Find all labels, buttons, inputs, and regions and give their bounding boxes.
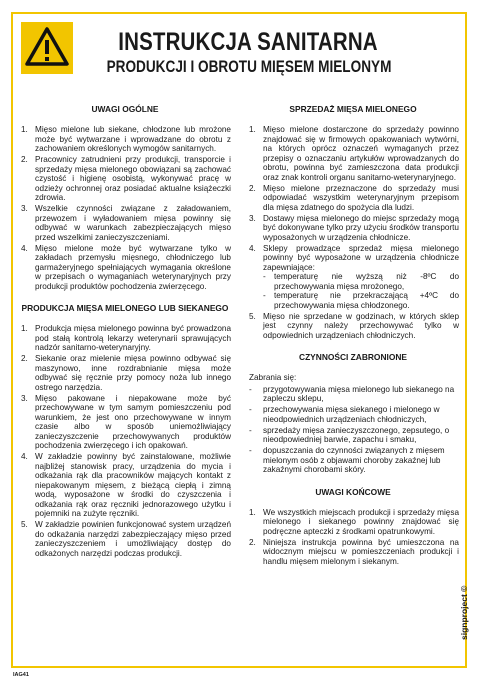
item-number: 2. (21, 354, 28, 363)
item-text: Niniejsza instrukcja powinna być umieszczona na widocznym miejscu w pomieszczeniach produkcji i handlu mięsem mielonym i siekanym. (263, 537, 459, 566)
temperature-list (263, 272, 459, 310)
dash-marker: - (249, 405, 252, 414)
warning-triangle-icon (25, 27, 69, 67)
dash-marker: - (249, 425, 252, 435)
sales-item (247, 312, 459, 341)
sales-item (247, 125, 459, 182)
forbidden-item (247, 385, 459, 404)
final-heading: UWAGI KOŃCOWE (315, 486, 391, 497)
production-item (19, 520, 231, 558)
item-text: przechowywania mięsa siekanego i mielonego w nieodpowiednich urządzeniach chłodniczych, (263, 405, 440, 424)
sales-list (247, 125, 459, 340)
item-number: 1. (21, 324, 28, 333)
item-number: 5. (249, 311, 256, 321)
item-text: dopuszczania do czynności związanych z mięsem mielonym osób z objawami choroby zakaźnej lub zakaźnymi chorobami skóry. (263, 446, 445, 474)
item-text: Mięso mielone przeznaczone do sprzedaży musi odpowiadać wszystkim weterynaryjnym przepisom dla mięsa zdatnego do spożycia dla ludzi. (263, 183, 459, 212)
temperature-item (263, 272, 459, 291)
item-text: Mięso mielone dostarczone do sprzedaży powinno znajdować się w firmowych opakowaniach wytwórni, na których oprócz oznaczeń wymaganych przez przepisy o oznaczaniu artykułów wprowadzanych do obrotu, powinna być zamieszczona data produkcji oraz znak kontroli organu sanitarno-weterynaryjnego. (263, 125, 459, 182)
item-text: Wszelkie czynności związane z załadowaniem, przewozem i wyładowaniem mięsa powinny się odbywać w warunkach zabezpieczających mięso przed wszelkimi zanieczyszczeniami. (35, 204, 231, 242)
sign-code: IAG41 (13, 672, 29, 678)
warning-badge (21, 22, 73, 74)
item-number: 2. (249, 537, 256, 547)
general-heading: UWAGI OGÓLNE (91, 104, 159, 114)
final-list (247, 508, 459, 567)
general-item (19, 155, 231, 203)
forbidden-item (247, 426, 459, 445)
sales-heading: SPRZEDAŻ MIĘSA MIELONEGO (289, 104, 417, 114)
right-column (247, 104, 459, 568)
general-list (19, 125, 231, 291)
sales-item (247, 244, 459, 311)
production-item (19, 354, 231, 392)
item-text: Siekanie oraz mielenie mięsa powinno odbywać się maszynowo, inne rozdrabnianie mięsa może odbywać się ręcznie przy pomocy noża lub innego ostrego narzędzia. (35, 354, 231, 392)
temperature-item (263, 291, 459, 310)
production-heading: PRODUKCJA MIĘSA MIELONEGO LUB SIEKANEGO (21, 303, 229, 313)
forbidden-item (247, 405, 459, 424)
forbidden-item (247, 446, 459, 475)
item-text: temperaturę nie wyższą niż -8ºC do przechowywania mięsa mrożonego, (274, 272, 459, 291)
item-number: 4. (249, 243, 256, 253)
item-text: Pracownicy zatrudnieni przy produkcji, transporcie i sprzedaży mięsa mielonego obowiązani są zachować czystość i higienę osobistą, wykonywać pracę w odzieży ochronnej oraz posiadać aktualne książeczki zdrowia. (35, 155, 231, 202)
item-text: sprzedaży mięsa zanieczyszczonego, zepsutego, o nieodpowiedniej barwie, zapachu i smaku, (263, 425, 450, 444)
sign-title: INSTRUKCJA SANITARNA (118, 28, 378, 56)
production-item (19, 324, 231, 353)
item-number: 1. (21, 125, 28, 134)
dash-marker: - (263, 272, 266, 281)
item-number: 1. (249, 507, 256, 517)
item-number: 4. (21, 243, 28, 253)
sales-item (247, 214, 459, 243)
sales-item (247, 184, 459, 213)
item-text: We wszystkich miejscach produkcji i sprzedaży mięsa mielonego i siekanego powinny znajdować się podręczne apteczki z środkami opatrunkowymi. (263, 507, 459, 536)
item-number: 3. (21, 393, 28, 403)
production-item (19, 394, 231, 451)
dash-marker: - (249, 384, 252, 394)
final-item (247, 508, 459, 537)
item-number: 1. (249, 125, 256, 134)
item-text: W zakładzie powinny być zainstalowane, możliwie najbliżej stanowisk pracy, urządzenia do mycia i odkażania rąk dla pracowników mających kontakt z niepakowanym mięsem, z bieżącą ciepłą i zimną wodą, wyposażone w środki do czyszczenia i odkażania rąk oraz ręczniki jednorazowego użytku i pojemniki na zużyte ręczniki. (35, 452, 231, 518)
item-number: 3. (21, 204, 28, 213)
item-text: Produkcja mięsa mielonego powinna być prowadzona pod stałą kontrolą lekarzy weterynarii sprawujących nadzór sanitarno-weterynaryjny. (35, 324, 231, 352)
item-number: 2. (249, 183, 256, 193)
general-item (19, 125, 231, 154)
item-text: Mięso nie sprzedane w godzinach, w których sklep jest czynny należy przechowywać tylko w odpowiednich urządzeniach chłodniczych. (263, 311, 459, 340)
item-text: Dostawy mięsa mielonego do miejsc sprzedaży mogą być dokonywane tylko przy użyciu środków transportu wyposażonych w urządzenia chłodnicze. (263, 213, 459, 242)
item-text: temperaturę nie przekraczającą +4ºC do przechowywania mięsa chłodzonego. (274, 291, 459, 310)
item-text: Mięso pakowane i niepakowane może być przechowywane w tym samym pomieszczeniu pod warunkiem, że jest ono przechowywane w innym czasie albo w sposób uniemożliwiający zanieczyszczenie przechowywanych produktów pochodzenia zwierzęcego i ich opakowań. (35, 393, 231, 450)
item-text: Sklepy prowadzące sprzedaż mięsa mielonego powinny być wyposażone w urządzenia chłodnicze zapewniające: (263, 243, 459, 272)
item-number: 5. (21, 520, 28, 529)
item-number: 2. (21, 155, 28, 164)
left-column (19, 104, 231, 560)
general-item (19, 244, 231, 292)
forbidden-heading: CZYNNOŚCI ZABRONIONE (299, 352, 407, 362)
dash-marker: - (263, 291, 266, 300)
production-list (19, 324, 231, 558)
forbidden-intro: Zabrania się: (249, 373, 297, 382)
dash-marker: - (249, 446, 252, 455)
item-text: W zakładzie powinien funkcjonować system urządzeń do odkażania narzędzi zabezpieczający mięso przed zanieczyszczeniem i umożliwiający dostęp do odkażonych narzędzi podczas produkcji. (35, 520, 231, 558)
item-text: Mięso mielone może być wytwarzane tylko w zakładach przemysłu mięsnego, chłodniczego lub garmażeryjnego spełniających wymagania określone w przepisach o wymaganiach weterynaryjnych przy produkcji produktów pochodzenia zwierzęcego. (35, 243, 231, 291)
brand-label: signproject © (459, 585, 469, 640)
item-text: przygotowywania mięsa mielonego lub siekanego na zapleczu sklepu, (263, 384, 455, 403)
final-item (247, 538, 459, 567)
sign-subtitle: PRODUKCJI I OBROTU MIĘSEM MIELONYM (106, 57, 392, 76)
item-number: 3. (249, 213, 256, 223)
item-number: 4. (21, 452, 28, 461)
production-item (19, 452, 231, 519)
forbidden-list (247, 385, 459, 475)
general-item (19, 204, 231, 242)
item-text: Mięso mielone lub siekane, chłodzone lub mrożone może być wytwarzane i wprowadzane do obrotu z zachowaniem określonych wymogów sanitarnych. (35, 125, 231, 153)
